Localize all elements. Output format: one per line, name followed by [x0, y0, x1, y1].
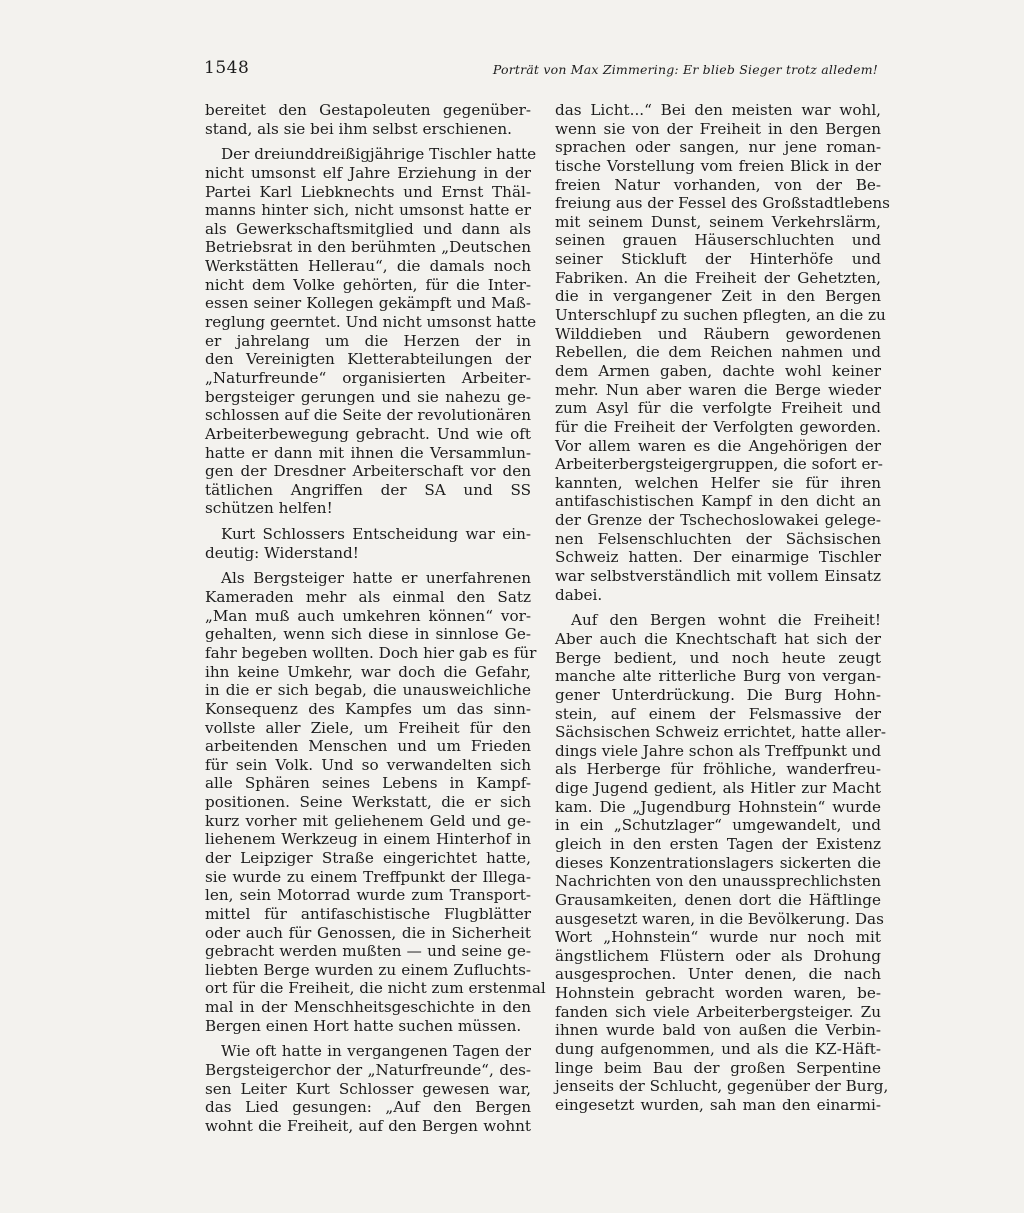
- text-line: ängstlichem Flüstern oder als Drohung: [555, 946, 881, 965]
- text-line: eingesetzt wurden, sah man den einarmi-: [555, 1095, 881, 1114]
- text-line: Wilddieben und Räubern gewordenen: [555, 324, 881, 343]
- text-line: Sächsischen Schweiz errichtet, hatte aller-: [555, 723, 886, 742]
- text-line: Vor allem waren es die Angehörigen der: [555, 436, 881, 455]
- text-line: mittel für antifaschistische Flugblätter: [205, 904, 531, 923]
- text-line: oder auch für Genossen, die in Sicherheit: [205, 923, 531, 942]
- text-line: nen Felsenschluchten der Sächsischen: [555, 529, 881, 548]
- text-line: für sein Volk. Und so verwandelten sich: [205, 755, 531, 774]
- text-line: bereitet den Gestapoleuten gegenüber-: [205, 101, 531, 119]
- text-line: manns hinter sich, nicht umsonst hatte er: [205, 201, 531, 220]
- text-line: fahr begeben wollten. Doch hier gab es für: [205, 643, 537, 662]
- text-line: ausgesprochen. Unter denen, die nach: [555, 965, 881, 984]
- text-line: reglung geerntet. Und nicht umsonst hatte: [205, 313, 537, 332]
- text-line: ort für die Freiheit, die nicht zum erstenmal: [205, 979, 546, 998]
- text-line: die in vergangener Zeit in den Bergen: [555, 287, 881, 306]
- text-line: Der dreiunddreißigjährige Tischler hatte: [221, 145, 537, 164]
- text-line: tische Vorstellung vom freien Blick in der: [555, 156, 881, 175]
- text-line: stand, als sie bei ihm selbst erschienen.: [205, 119, 513, 138]
- text-line: seiner Stickluft der Hinterhöfe und: [555, 250, 881, 269]
- text-line: dige Jugend gedient, als Hitler zur Macht: [555, 779, 881, 798]
- text-line: Wie oft hatte in vergangenen Tagen der: [221, 1042, 531, 1061]
- text-line: gehalten, wenn sich diese in sinnlose Ge-: [205, 625, 531, 644]
- text-line: kannten, welchen Helfer sie für ihren: [555, 473, 881, 492]
- text-line: Grausamkeiten, denen dort die Häftlinge: [555, 890, 881, 909]
- text-line: Auf den Bergen wohnt die Freiheit!: [571, 611, 881, 630]
- text-line: Bergen einen Hort hatte suchen müssen.: [205, 1016, 522, 1035]
- page-number: 1548: [204, 58, 250, 78]
- text-line: Kurt Schlossers Entscheidung war ein-: [221, 525, 531, 544]
- text-line: liehenem Werkzeug in einem Hinterhof in: [205, 830, 531, 849]
- paragraph: [205, 101, 531, 138]
- paragraph-gap: [205, 138, 531, 145]
- text-line: seinen grauen Häuserschluchten und: [555, 231, 881, 250]
- paragraph: [555, 611, 889, 1114]
- running-title: Porträt von Max Zimmering: Er blieb Sieger trotz alledem!: [492, 62, 878, 77]
- text-line: Wort „Hohnstein“ wurde nur noch mit: [555, 928, 881, 947]
- text-line: vollste aller Ziele, um Freiheit für den: [205, 718, 531, 737]
- text-line: Kameraden mehr als einmal den Satz: [205, 588, 531, 607]
- text-line: schützen helfen!: [205, 499, 333, 518]
- text-line: zum Asyl für die verfolgte Freiheit und: [555, 399, 881, 418]
- text-line: ihn keine Umkehr, war doch die Gefahr,: [205, 662, 531, 681]
- text-line: stein, auf einem der Felsmassive der: [555, 704, 881, 723]
- text-line: ausgesetzt waren, in die Bevölkerung. Das: [555, 909, 884, 928]
- text-line: das Lied gesungen: „Auf den Bergen: [205, 1098, 531, 1117]
- text-line: in ein „Schutzlager“ umgewandelt, und: [555, 816, 881, 835]
- text-line: Hohnstein gebracht worden waren, be-: [555, 984, 881, 1003]
- text-line: er jahrelang um die Herzen der in: [205, 331, 531, 350]
- text-line: kurz vorher mit geliehenem Geld und ge-: [205, 811, 531, 830]
- text-line: positionen. Seine Werkstatt, die er sich: [205, 793, 531, 812]
- text-line: len, sein Motorrad wurde zum Transport-: [205, 886, 531, 905]
- paragraph: [205, 569, 546, 1035]
- paragraph: [205, 1042, 531, 1135]
- text-line: Unterschlupf zu suchen pflegten, an die zu: [555, 306, 886, 325]
- left-column: [205, 101, 546, 1136]
- text-line: der Leipziger Straße eingerichtet hatte,: [205, 848, 531, 867]
- text-line: Konsequenz des Kampfes um das sinn-: [205, 699, 531, 718]
- paragraph: [555, 101, 890, 604]
- text-line: nicht dem Volke gehörten, für die Inter-: [205, 275, 531, 294]
- text-line: Nachrichten von den unaussprechlichsten: [555, 872, 881, 891]
- text-line: „Naturfreunde“ organisierten Arbeiter-: [205, 368, 531, 387]
- text-line: schlossen auf die Seite der revolutionären: [205, 406, 531, 425]
- text-line: Berge bedient, und noch heute zeugt: [555, 648, 881, 667]
- paragraph: [205, 525, 531, 562]
- text-line: Fabriken. An die Freiheit der Gehetzten,: [555, 268, 881, 287]
- text-line: Partei Karl Liebknechts und Ernst Thäl-: [205, 182, 531, 201]
- text-line: wohnt die Freiheit, auf den Bergen wohnt: [205, 1116, 531, 1135]
- text-line: dung aufgenommen, und als die KZ-Häft-: [555, 1040, 881, 1059]
- text-line: mal in der Menschheitsgeschichte in den: [205, 998, 531, 1017]
- text-line: wenn sie von der Freiheit in den Bergen: [555, 119, 881, 138]
- text-line: dieses Konzentrationslagers sickerten die: [555, 853, 881, 872]
- text-line: gener Unterdrückung. Die Burg Hohn-: [555, 685, 881, 704]
- text-line: Schweiz hatten. Der einarmige Tischler: [555, 548, 881, 567]
- paragraph-gap: [555, 604, 881, 611]
- text-line: für die Freiheit der Verfolgten geworden.: [555, 417, 881, 436]
- text-line: Werkstätten Hellerau“, die damals noch: [205, 257, 531, 276]
- text-line: Aber auch die Knechtschaft hat sich der: [555, 629, 881, 648]
- text-line: fanden sich viele Arbeiterbergsteiger. Zu: [555, 1002, 881, 1021]
- text-line: sprachen oder sangen, nur jene roman-: [555, 138, 881, 157]
- text-line: jenseits der Schlucht, gegenüber der Burg,: [555, 1077, 889, 1096]
- text-line: arbeitenden Menschen und um Frieden: [205, 737, 531, 756]
- text-line: war selbstverständlich mit vollem Einsatz: [555, 567, 881, 586]
- right-column: [555, 101, 890, 1115]
- text-line: deutig: Widerstand!: [205, 543, 359, 562]
- text-line: Als Bergsteiger hatte er unerfahrenen: [221, 569, 531, 588]
- text-line: der Grenze der Tschechoslowakei gelege-: [555, 511, 881, 530]
- text-line: Rebellen, die dem Reichen nahmen und: [555, 343, 881, 362]
- text-line: das Licht...“ Bei den meisten war wohl,: [555, 101, 881, 119]
- text-line: in die er sich begab, die unausweichliche: [205, 681, 531, 700]
- text-line: als Gewerkschaftsmitglied und dann als: [205, 219, 531, 238]
- paragraph-gap: [205, 1035, 531, 1042]
- paragraph-gap: [205, 562, 531, 569]
- text-line: gleich in den ersten Tagen der Existenz: [555, 834, 881, 853]
- text-line: antifaschistischen Kampf in den dicht an: [555, 492, 881, 511]
- text-line: „Man muß auch umkehren können“ vor-: [205, 606, 531, 625]
- text-line: essen seiner Kollegen gekämpft und Maß-: [205, 294, 531, 313]
- text-line: alle Sphären seines Lebens in Kampf-: [205, 774, 531, 793]
- text-line: liebten Berge wurden zu einem Zufluchts-: [205, 960, 531, 979]
- text-line: Betriebsrat in den berühmten „Deutschen: [205, 238, 531, 257]
- text-line: linge beim Bau der großen Serpentine: [555, 1058, 881, 1077]
- text-line: mit seinem Dunst, seinem Verkehrslärm,: [555, 212, 881, 231]
- paragraph: [205, 145, 537, 518]
- paragraph-gap: [205, 518, 531, 525]
- text-line: hatte er dann mit ihnen die Versammlun-: [205, 443, 531, 462]
- text-line: freien Natur vorhanden, von der Be-: [555, 175, 881, 194]
- text-line: freiung aus der Fessel des Großstadtlebens: [555, 194, 890, 213]
- text-line: als Herberge für fröhliche, wanderfreu-: [555, 760, 881, 779]
- text-line: manche alte ritterliche Burg von vergan-: [555, 667, 881, 686]
- text-line: dabei.: [555, 585, 603, 604]
- text-line: tätlichen Angriffen der SA und SS: [205, 480, 531, 499]
- text-line: bergsteiger gerungen und sie nahezu ge-: [205, 387, 531, 406]
- text-line: dings viele Jahre schon als Treffpunkt und: [555, 741, 882, 760]
- text-line: sie wurde zu einem Treffpunkt der Illega-: [205, 867, 531, 886]
- text-line: gen der Dresdner Arbeiterschaft vor den: [205, 462, 531, 481]
- text-line: gebracht werden mußten — und seine ge-: [205, 942, 531, 961]
- text-line: Arbeiterbewegung gebracht. Und wie oft: [205, 424, 531, 443]
- text-line: sen Leiter Kurt Schlosser gewesen war,: [205, 1079, 531, 1098]
- text-line: ihnen wurde bald von außen die Verbin-: [555, 1021, 881, 1040]
- text-line: Arbeiterbergsteigergruppen, die sofort er-: [555, 455, 883, 474]
- text-line: den Vereinigten Kletterabteilungen der: [205, 350, 531, 369]
- text-line: mehr. Nun aber waren die Berge wieder: [555, 380, 881, 399]
- text-line: kam. Die „Jugendburg Hohnstein“ wurde: [555, 797, 881, 816]
- text-line: Bergsteigerchor der „Naturfreunde“, des-: [205, 1061, 531, 1080]
- text-line: dem Armen gaben, dachte wohl keiner: [555, 361, 881, 380]
- text-line: nicht umsonst elf Jahre Erziehung in der: [205, 163, 531, 182]
